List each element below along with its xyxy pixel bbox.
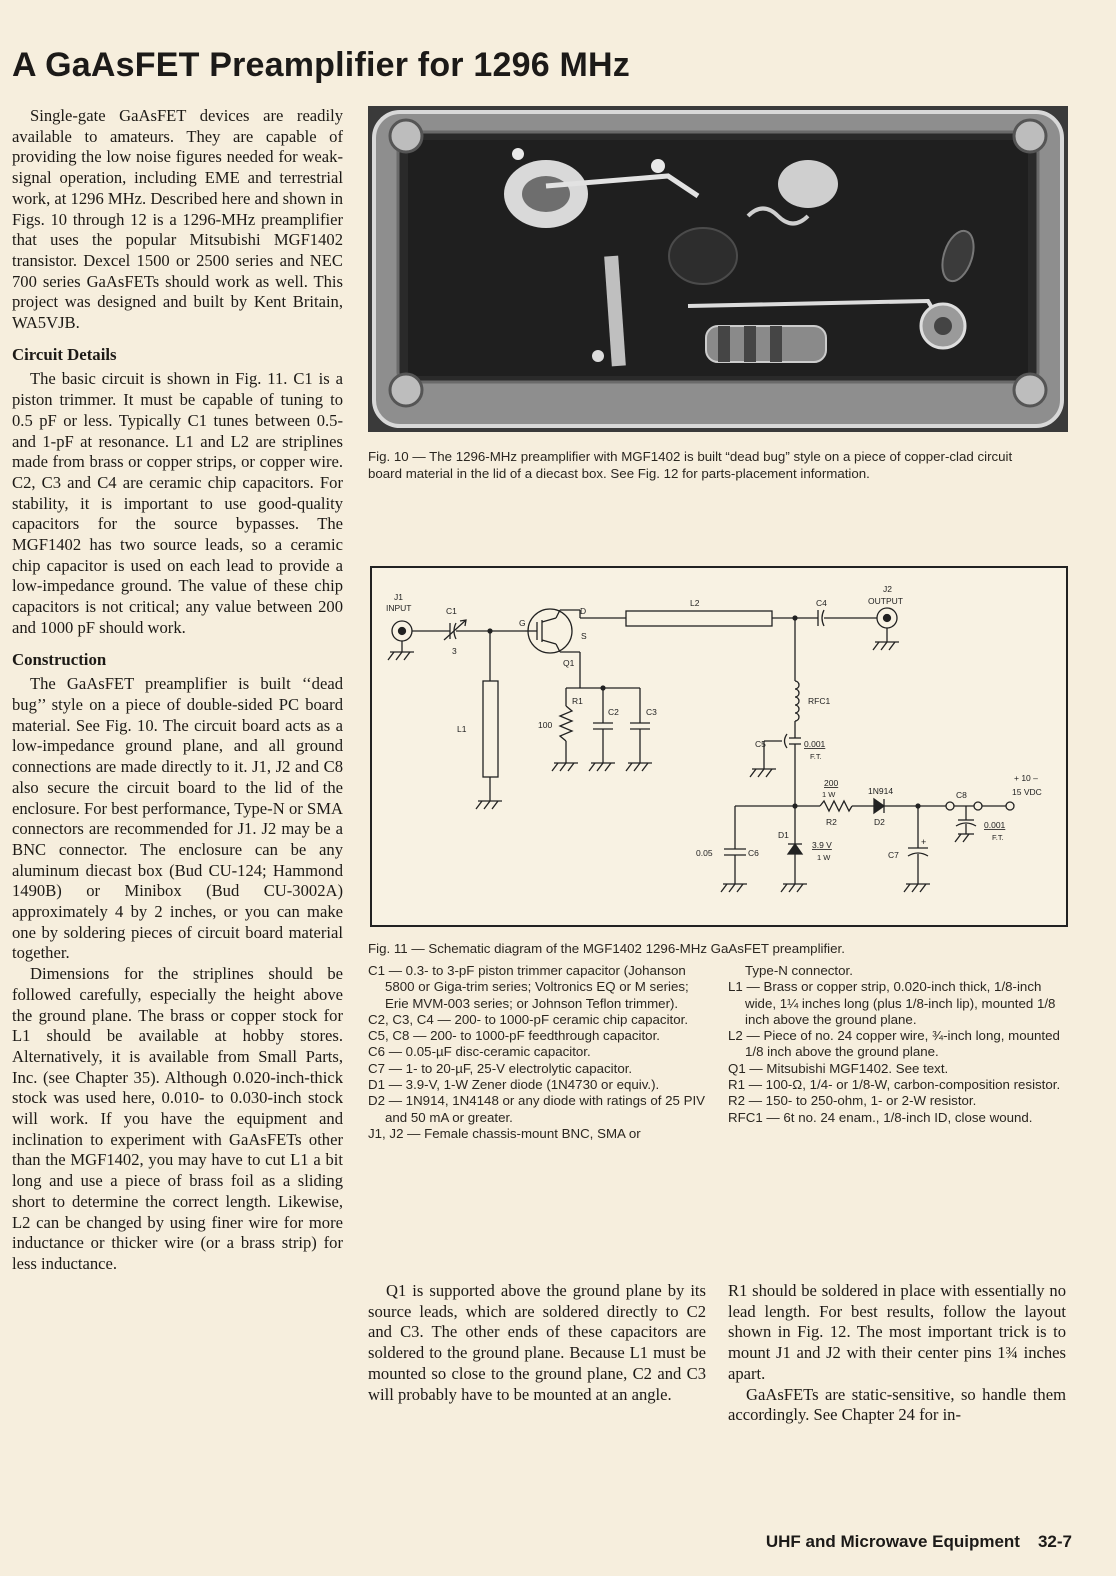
label-r1-value: 100 [538,720,553,730]
parts-item: D1 — 3.9-V, 1-W Zener diode (1N4730 or equiv.). [368,1077,660,1093]
label-c8-ft: F.T. [992,833,1004,842]
label-d2-part: 1N914 [868,786,894,796]
schematic-diagram [370,566,1068,927]
page-title: A GaAsFET Preamplifier for 1296 MHz [12,46,630,84]
intro-paragraph: Single-gate GaAsFET devices are readily available to amateurs. They are capable of providing the low noise figures needed for weak-signal operation, including EME and terrestrial work, at 1296 MHz. Described here and shown in Figs. 10 through 12 is a 1296-MHz preamplifier that uses the popular Mitsubishi MGF1402 transistor. Dexcel 1500 or 2500 series and NEC 700 series GaAsFETs should work as well. This project was designed and built by Kent Britain, WA5VJB. [12,106,343,333]
label-c5: C5 [755,739,766,749]
label-c3: C3 [646,707,657,717]
parts-item: C5, C8 — 200- to 1000-pF feedthrough capacitor. [368,1028,660,1044]
parts-item: C1 — 0.3- to 3-pF piston trimmer capacitor (Johanson 5800 or Giga-trim series; Voltronics EQ or M series; Erie MVM-003 series; or Johnson Teflon trimmer). [368,963,689,1011]
construction-paragraph: The GaAsFET preamplifier is built ‘‘dead bug’’ style on a piece of double-sided PC board material. See Fig. 10. The circuit board acts as a low-impedance ground plane, and all ground connections are made directly to it. J1, J2 and C8 also secure the circuit board to the lid of the enclosure. For best performance, Type-N or SMA connectors are recommended for J1. J2 may be a BNC connector. The enclosure can be any aluminum diecast box (Bud CU-124; Hammond 1490B) or Minibox (Bud CU-3002A) approximately 4 by 2 inches, or you can make one by soldering pieces of circuit board material together. [12,674,343,963]
page-footer [766,1532,1072,1552]
fig11-caption: Fig. 11 — Schematic diagram of the MGF1402 1296-MHz GaAsFET preamplifier. [368,941,845,956]
parts-list-left [368,963,716,1142]
label-d1-voltage: 3.9 V [812,840,832,850]
label-c5-ft: F.T. [810,752,822,761]
label-c7-plus: + [921,837,927,847]
parts-item: C7 — 1- to 20-µF, 25-V electrolytic capacitor. [368,1060,633,1076]
r1-paragraph: R1 should be soldered in place with essentially no lead length. For best results, follow the layout shown in Fig. 12. The most important trick is to mount J1 and J2 with their center pins 1¾ inches apart. [728,1281,1066,1383]
label-drain: D [580,606,587,616]
label-r2: R2 [826,817,837,827]
label-gate: G [519,618,526,628]
label-c1: C1 [446,606,457,616]
label-r2-watt: 1 W [822,790,836,799]
static-paragraph: GaAsFETs are static-sensitive, so handle them accordingly. See Chapter 24 for in- [728,1384,1066,1425]
label-j2: J2 [883,584,892,594]
parts-item: C2, C3, C4 — 200- to 1000-pF ceramic chip capacitor. [368,1011,689,1027]
label-q1: Q1 [563,658,575,668]
footer-section: UHF and Microwave Equipment [765,1532,1020,1551]
parts-item: R2 — 150- to 250-ohm, 1- or 2-W resistor. [728,1093,977,1109]
label-r1: R1 [572,696,583,706]
q1-mounting-paragraph: Q1 is supported above the ground plane by its source leads, which are soldered directly to C2 and C3. The other ends of these capacitors are soldered to the ground plane. Because L1 must be mounted so close to the ground plane, C2 and C3 will probably have to be mounted at an angle. [368,1281,706,1404]
label-d2: D2 [874,817,885,827]
label-c4: C4 [816,598,827,608]
preamplifier-photo [368,106,1068,432]
parts-item: RFC1 — 6t no. 24 enam., 1/8-inch ID, close wound. [728,1109,1033,1125]
label-c6: C6 [748,848,759,858]
label-d1-watt: 1 W [817,853,831,862]
parts-item-continued: Type-N connector. [745,963,853,978]
label-j1: J1 [394,592,403,602]
label-output: OUTPUT [868,596,903,606]
parts-item: R1 — 100-Ω, 1/4- or 1/8-W, carbon-composition resistor. [728,1077,1061,1093]
parts-item: L1 — Brass or copper strip, 0.020-inch thick, 1/8-inch wide, 1¼ inches long (plus 1/8-inch lip), mounted 1/8 inch above the ground plane. [728,979,1056,1027]
bottom-right-column [728,1281,1066,1426]
label-c1-value: 3 [452,646,457,656]
parts-item: D2 — 1N914, 1N4148 or any diode with ratings of 25 PIV and 50 mA or greater. [368,1093,706,1125]
label-source: S [581,631,587,641]
bottom-middle-column [368,1281,706,1405]
heading-construction: Construction [12,649,107,669]
parts-item: Q1 — Mitsubishi MGF1402. See text. [728,1060,949,1076]
label-supply-range: + 10 – [1014,773,1038,783]
label-c2: C2 [608,707,619,717]
label-d1: D1 [778,830,789,840]
label-supply-vdc: 15 VDC [1012,787,1042,797]
label-c8: C8 [956,790,967,800]
circuit-paragraph: The basic circuit is shown in Fig. 11. C1 is a piston trimmer. It must be capable of tuning to 0.5 pF or less. Typically C1 tunes between 0.5- and 1-pF at resonance. L1 and L2 are striplines made from brass or copper strips, or copper wire. C2, C3 and C4 are ceramic chip capacitors. For stability, it is important to use good-quality capacitors for the source bypasses. The MGF1402 has two source leads, so a ceramic chip capacitor is used on each lead to provide a low-impedance ground. The value of these chip capacitors is not critical; any value between 200 and 1000 pF should work. [12,369,343,637]
heading-circuit-details: Circuit Details [12,344,117,364]
label-c5-value: 0.001 [804,739,826,749]
left-column [12,106,343,1275]
label-c8-value: 0.001 [984,820,1006,830]
label-input: INPUT [386,603,412,613]
label-c6-value: 0.05 [696,848,713,858]
parts-item: J1, J2 — Female chassis-mount BNC, SMA or [368,1125,641,1141]
page-number: 32-7 [1037,1532,1072,1551]
label-rfc1: RFC1 [808,696,831,706]
label-l2: L2 [690,598,700,608]
dimensions-paragraph: Dimensions for the striplines should be followed carefully, especially the height above the ground plane. The brass or copper stock for L1 should be available at hobby stores. Alternatively, it is available from Small Parts, Inc. (see Chapter 35). Although 0.020-inch-thick stock was used here, 0.010- to 0.030-inch stock will work. If you have the equipment and inclination to experiment with GaAsFETs other than the MGF1402, you may have to cut L1 a bit long and use a piece of brass foil as a sliding short to determine the correct length. Likewise, L2 can be changed by using finer wire for more inductance or thicker wire (or a brass strip) for less inductance. [12,964,343,1273]
label-c7: C7 [888,850,899,860]
parts-list-right [728,963,1068,1126]
fig10-caption: Fig. 10 — The 1296-MHz preamplifier with MGF1402 is built “dead bug” style on a piece of copper-clad circuit board material in the lid of a diecast box. See Fig. 12 for parts-placement information. [368,449,1013,481]
parts-item: L2 — Piece of no. 24 copper wire, ¾-inch long, mounted 1/8 inch above the ground plane. [728,1028,1060,1060]
label-r2-value: 200 [824,778,839,788]
parts-item: C6 — 0.05-µF disc-ceramic capacitor. [368,1044,591,1060]
label-l1: L1 [457,724,467,734]
